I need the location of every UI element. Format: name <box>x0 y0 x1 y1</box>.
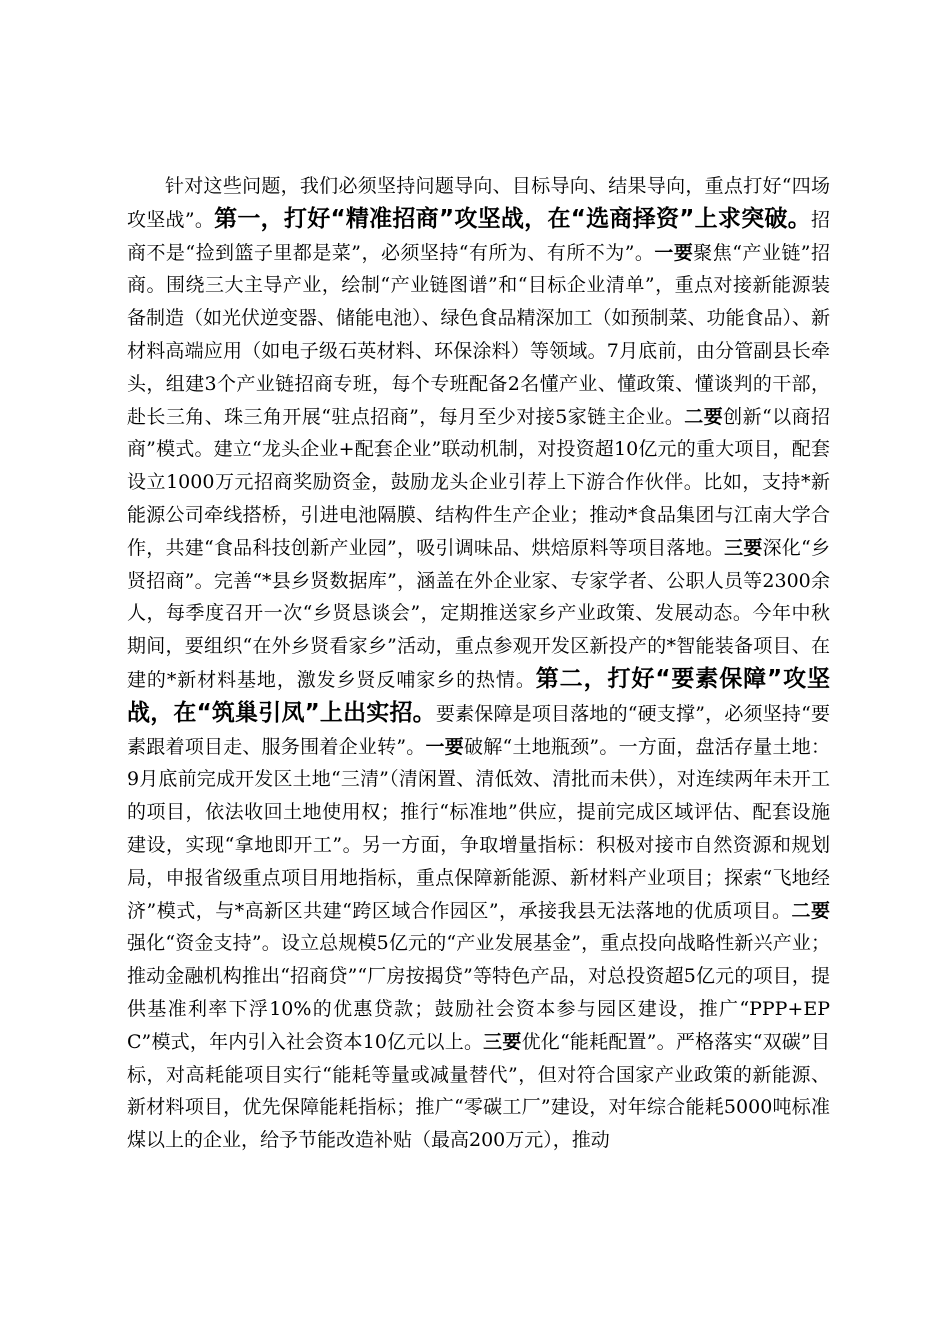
point-lead: 二要 <box>791 899 830 922</box>
text-run: 招商不是“捡到篮子里都是菜”，必须坚持“有所为、有所不为”。 <box>127 208 830 264</box>
text-run: 强化“资金支持”。设立总规模5亿元的“产业发展基金”，重点投向战略性新兴产业；推动金融机构推出“招商贷”“厂房按揭贷”等特色产品，对总投资超5亿元的项目，提供基准利率下浮10%的优惠贷款；鼓励社会资本参与园区建设，推广“PPP+EPC”模式，年内引入社会资本10亿元以上。 <box>127 932 830 1053</box>
text-run: 破解“土地瓶颈”。一方面，盘活存量土地：9月底前完成开发区土地“三清”（清闲置、清低效、清批而未供），对连续两年未开工的项目，依法收回土地使用权；推行“标准地”供应，提前完成区域评估、配套设施建设，实现“拿地即开工”。另一方面，争取增量指标：积极对接市自然资源和规划局，申报省级重点项目用地指标，重点保障新能源、新材料产业项目；探索“飞地经济”模式，与*高新区共建“跨区域合作园区”，承接我县无法落地的优质项目。 <box>127 735 830 922</box>
text-run: 创新“以商招商”模式。建立“龙头企业+配套企业”联动机制，对投资超10亿元的重大项目，配套设立1000万元招商奖励资金，鼓励龙头企业引荐上下游合作伙伴。比如，支持*新能源公司牵线搭桥，引进电池隔膜、结构件生产企业；推动*食品集团与江南大学合作，共建“食品科技创新产业园”，吸引调味品、烘焙原料等项目落地。 <box>127 405 830 559</box>
point-lead: 二要 <box>684 405 724 428</box>
text-run: 深化“乡贤招商”。完善“*县乡贤数据库”，涵盖在外企业家、专家学者、公职人员等2300余人，每季度召开一次“乡贤恳谈会”，定期推送家乡产业政策、发展动态。今年中秋期间，要组织“在外乡贤看家乡”活动，重点参观开发区新投产的*智能装备项目、在建的*新材料基地，激发乡贤反哺家乡的热情。 <box>127 536 830 691</box>
body-paragraph <box>127 170 830 1157</box>
text-run-intro: 针对这些问题，我们必须坚持问题导向、目标导向、结果导向，重点打好“四场攻坚战”。 <box>127 175 830 231</box>
document-body <box>127 170 830 1157</box>
text-run: 聚焦“产业链”招商。围绕三大主导产业，绘制“产业链图谱”和“目标企业清单”，重点对接新能源装备制造（如光伏逆变器、储能电池）、绿色食品精深加工（如预制菜、功能食品）、新材料高端应用（如电子级石英材料、环保涂料）等领域。7月底前，由分管副县长牵头，组建3个产业链招商专班，每个专班配备2名懂产业、懂政策、懂谈判的干部，赴长三角、珠三角开展“驻点招商”，每月至少对接5家链主企业。 <box>127 241 831 428</box>
section-heading-2: 第二，打好“要素保障”攻坚战，在“筑巢引凤”上出实招。 <box>127 665 830 726</box>
point-lead: 三要 <box>724 536 763 559</box>
section-heading-1: 第一，打好“精准招商”攻坚战，在“选商择资”上求突破。 <box>214 205 811 232</box>
text-run: 优化“能耗配置”。严格落实“双碳”目标，对高耗能项目实行“能耗等量或减量替代”，但对符合国家产业政策的新能源、新材料项目，优先保障能耗指标；推广“零碳工厂”建设，对年综合能耗5000吨标准煤以上的企业，给予节能改造补贴（最高200万元），推动 <box>127 1030 830 1152</box>
text-run: 要素保障是项目落地的“硬支撑”，必须坚持“要素跟着项目走、服务围着企业转”。 <box>127 702 830 758</box>
point-lead: 一要 <box>425 735 465 758</box>
point-lead: 一要 <box>654 241 694 264</box>
point-lead: 三要 <box>483 1030 522 1053</box>
